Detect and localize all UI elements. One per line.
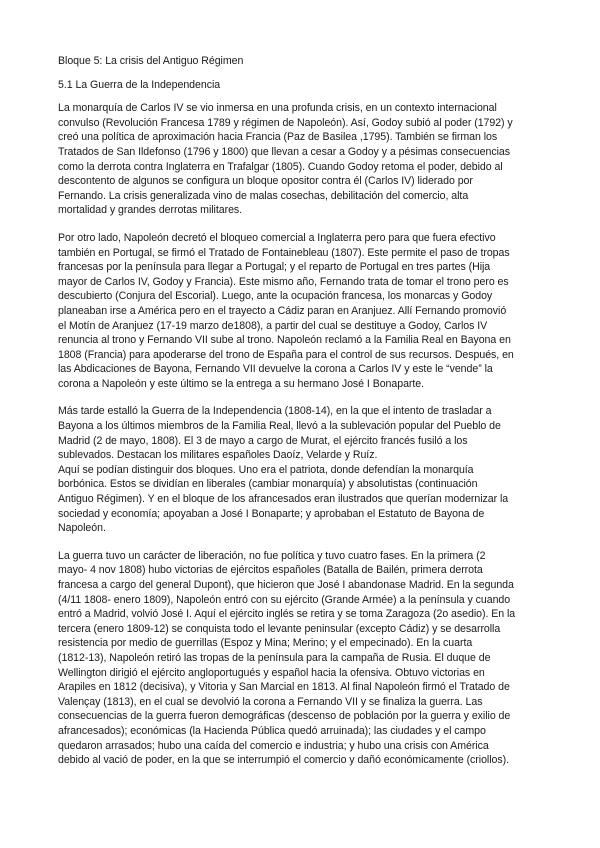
section-title: 5.1 La Guerra de la Independencia	[58, 78, 221, 91]
text-line: entró a Madrid, volvió José I. Aquí el ejército inglés se retira y se toma Zaragoza (2o asedio). En la	[58, 608, 516, 621]
text-line: sublevados. Destacan los militares españoles Daoíz, Velarde y Ruíz.	[58, 449, 378, 462]
text-line: 1808 (Francia) para apoderarse del trono de España para el control de sus recursos. Después, en	[58, 348, 514, 361]
text-line: (4/11 1808- enero 1809), Napoleón entró con su ejército (Grande Armée) a la península y cuando	[58, 593, 511, 606]
text-line: (1812-13), Napoleón retiró las tropas de la península para la campaña de Rusia. El duque de	[58, 651, 491, 664]
text-line: debido al vació de poder, en la que se interrumpió el comercio y dañó económicamente (criollos).	[58, 754, 509, 767]
text-line: las Abdicaciones de Bayona, Fernando VII devuelve la corona a Carlos IV y este le “vende” la	[58, 363, 493, 376]
text-line: mayo- 4 nov 1808) hubo victorias de ejércitos españoles (Batalla de Bailén, primera derrota	[58, 564, 483, 577]
text-line: corona a Napoleón y este último se la entrega a su hermano José I Bonaparte.	[58, 377, 425, 390]
body-text	[58, 101, 548, 768]
text-line: quedaron arrasados; hubo una caída del comercio e industria; y hubo una crisis con América	[58, 739, 489, 752]
text-line: Tratados de San Ildefonso (1796 y 1800) que llevan a cesar a Godoy y a pésimas consecuencias	[58, 145, 510, 158]
text-line: Bayona a los últimos miembros de la Familia Real, llevó a la sublevación popular del Pueblo de	[58, 420, 501, 433]
text-line: Madrid (2 de mayo, 1808). El 3 de mayo a cargo de Murat, el ejército francés fusiló a los	[58, 434, 468, 447]
text-line: francesas por la península para llegar a Portugal; y el reparto de Portugal en tres partes (Hija	[58, 261, 491, 274]
text-line: Aquí se podían distinguir dos bloques. Uno era el patriota, donde defendían la monarquía	[58, 463, 474, 476]
paragraph-2	[58, 231, 548, 392]
text-line: como la derrota contra Inglaterra en Trafalgar (1805). Cuando Godoy retoma el poder, debido al	[58, 160, 503, 173]
text-line: tercera (enero 1809-12) se conquista todo el levante peninsular (excepto Cádiz) y se desarrolla	[58, 622, 501, 635]
paragraph-3	[58, 404, 548, 535]
text-line: creó una política de aproximación hacia Francia (Paz de Basilea ,1795). También se firman los	[58, 131, 498, 144]
text-line: francesa a cargo del general Dupont), que hicieron que José I abandonase Madrid. En la segunda	[58, 579, 514, 591]
text-line: Por otro lado, Napoleón decretó el bloqueo comercial a Inglaterra pero para que fuera efectivo	[58, 231, 496, 244]
text-line: La monarquía de Carlos IV se vio inmersa en una profunda crisis, en un contexto internacional	[58, 102, 497, 115]
text-line: consecuencias de la guerra fueron demográficas (descenso de población por la guerra y exilio de	[58, 710, 511, 723]
text-line: sociedad y economía; apoyaban a José I Bonaparte; y aprobaban el Estatuto de Bayona de	[58, 507, 485, 520]
text-line: Valençay (1813), en el cual se devolvió la corona a Fernando VII y se finaliza la guerra. Las	[58, 695, 483, 708]
paragraph-4	[58, 549, 548, 768]
text-line: Arapiles en 1812 (decisiva), y Vitoria y San Marcial en 1813. Al final Napoleón firmó el Tratado de	[58, 681, 510, 694]
text-line: Wellington dirigió el ejército angloportugués y español hacia la ofensiva. Obtuvo victorias en	[58, 666, 485, 679]
text-line: La guerra tuvo un carácter de liberación, no fue política y tuvo cuatro fases. En la primera (2	[58, 549, 486, 562]
block-title: Bloque 5: La crisis del Antiguo Régimen	[58, 55, 244, 67]
paragraph-1	[58, 101, 548, 218]
text-line: Antiguo Régimen). Y en el bloque de los afrancesados eran ilustrados que querían modernizar la	[58, 493, 509, 506]
text-line: Más tarde estalló la Guerra de la Independencia (1808-14), en la que el intento de trasladar a	[58, 405, 492, 418]
text-line: mayor de Carlos IV, Godoy y Francia). Este mismo año, Fernando trata de tomar el trono pero es	[58, 275, 509, 288]
text-line: mortalidad y grandes derrotas militares.	[58, 204, 243, 217]
text-line: descontento de algunos se configura un bloque opositor contra él (Carlos IV) liderado por	[58, 175, 473, 188]
text-line: convulso (Revolución Francesa 1789 y régimen de Napoleón). Así, Godoy subió al poder (1792) y	[58, 116, 513, 129]
text-line: planeaban irse a América pero en el trayecto a Cádiz paran en Aranjuez. Allí Fernando promovió	[58, 304, 507, 317]
text-line: renuncia al trono y Fernando VII sube al trono. Napoleón reclamó a la Familia Real en Bayona en	[58, 334, 511, 347]
text-line: Napoleón.	[58, 522, 106, 535]
text-line: también en Portugal, se firmó el Tratado de Fontainebleau (1807). Este permite el paso de tropas	[58, 246, 510, 259]
text-line: afrancesados); económicas (la Hacienda Pública quedó arruinada); las ciudades y el campo	[58, 724, 486, 737]
text-line: resistencia por medio de guerrillas (Espoz y Mina; Merino; y el empecinado). En la cuarta	[58, 637, 473, 650]
document-page	[58, 54, 548, 781]
text-line: descubierto (Conjura del Escorial). Luego, ante la ocupación francesa, los monarcas y Godoy	[58, 290, 493, 303]
text-line: borbónica. Estos se dividían en liberales (cambiar monarquía) y absolutistas (continuación	[58, 478, 478, 491]
text-line: Fernando. La crisis generalizada vino de malas cosechas, debilitación del comercio, alta	[58, 189, 469, 202]
text-line: el Motín de Aranjuez (17-19 marzo de1808), a partir del cual se destituye a Godoy, Carlos IV	[58, 319, 488, 332]
